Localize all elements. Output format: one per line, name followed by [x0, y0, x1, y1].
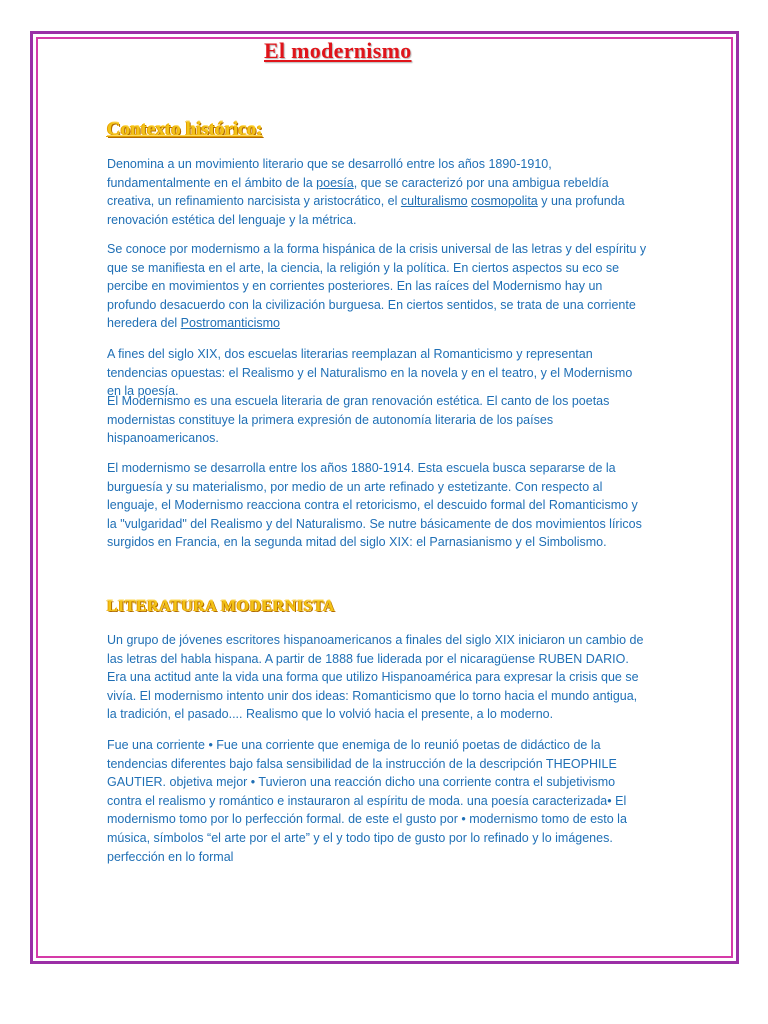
- text-span: , que se caracterizó por una ambigua rebeldía creativa, un refinamiento narcisista y aristocrático, el: [107, 175, 609, 209]
- text-span: Denomina a un movimiento literario que se desarrolló entre los años 1890-1910, fundamentalmente en el ámbito de la: [107, 157, 552, 190]
- link-cosmopolita[interactable]: cosmopolita: [471, 194, 538, 209]
- text-span: Se conoce por modernismo a la forma hispánica de la crisis universal de las letras y del espíritu y que se manifiesta en el arte, la ciencia, la religión y la política. En ciertos aspectos su eco se percibe en movimientos y en corrientes posteriores. En las raíces del Modernismo hay un profundo desacuerdo con la civilización burguesa. En ciertos sentidos, se trata de una corriente heredera del: [107, 242, 647, 331]
- text-span: y una profunda renovación estética del lenguaje y la métrica.: [107, 194, 625, 227]
- link-postromanticismo[interactable]: Postromanticismo: [180, 316, 281, 331]
- paragraph-definition: [107, 155, 647, 229]
- section-heading-contexto: Contexto histórico:: [107, 119, 263, 140]
- section-heading-literatura: LITERATURA MODERNISTA: [107, 598, 336, 615]
- paragraph-corriente: Fue una corriente • Fue una corriente que enemiga de lo reunió poetas de didáctico de la tendencias diferentes bajo falsa sensibilidad de la instrucción de la descripción THEOPHILE GAUTIER. objetiva mejor • Tuvieron una reacción dicho una corriente contra el subjetivismo contra el realismo y romántico e instauraron al espíritu de moda. una poesía caracterizada• El modernismo tomo por lo perfección formal. de este el gusto por • modernismo tomo de esto la música, símbolos “el arte por el arte” y el y todo tipo de gusto por lo refinado y lo imágenes. perfección en lo formal: [107, 738, 627, 864]
- paragraph-renovacion: El Modernismo es una escuela literaria de gran renovación estética. El canto de los poetas modernistas constituye la primera expresión de autonomía literaria de los países hispanoamericanos.: [107, 394, 610, 446]
- paragraph-fechas: El modernismo se desarrolla entre los años 1880-1914. Esta escuela busca separarse de la burguesía y su materialismo, por medio de un arte refinado y estetizante. Con respecto al lenguaje, el Modernismo reacciona contra el retoricismo, el descuido formal del Romanticismo y la "vulgaridad" del Realismo y del Naturalismo. Se nutre básicamente de dos movimientos líricos surgidos en Francia, en la segunda mitad del siglo XIX: el Parnasianismo y el Simbolismo.: [107, 461, 642, 550]
- link-poesia[interactable]: poesía: [316, 175, 354, 190]
- page-title: El modernismo: [264, 38, 412, 63]
- paragraph-crisis: [107, 240, 647, 333]
- link-culturalismo[interactable]: culturalismo: [400, 194, 468, 209]
- paragraph-escuelas: A fines del siglo XIX, dos escuelas literarias reemplazan al Romanticismo y representan tendencias opuestas: el Realismo y el Naturalismo en la novela y en el teatro, y el Modernismo en la poesía.: [107, 347, 633, 399]
- paragraph-jovenes-escritores: Un grupo de jóvenes escritores hispanoamericanos a finales del siglo XIX iniciaron un cambio de las letras del habla hispana. A partir de 1888 fue liderada por el nicaragüense RUBEN DARIO. Era una actitud ante la vida una forma que utilizo Hispanoamérica para expresar la crisis que se vivía. El modernismo intento unir dos ideas: Romanticismo que lo torno hacia el mundo antigua, la tradición, el pasado.... Realismo que lo volvió hacia el presente, a lo moderno.: [107, 633, 644, 722]
